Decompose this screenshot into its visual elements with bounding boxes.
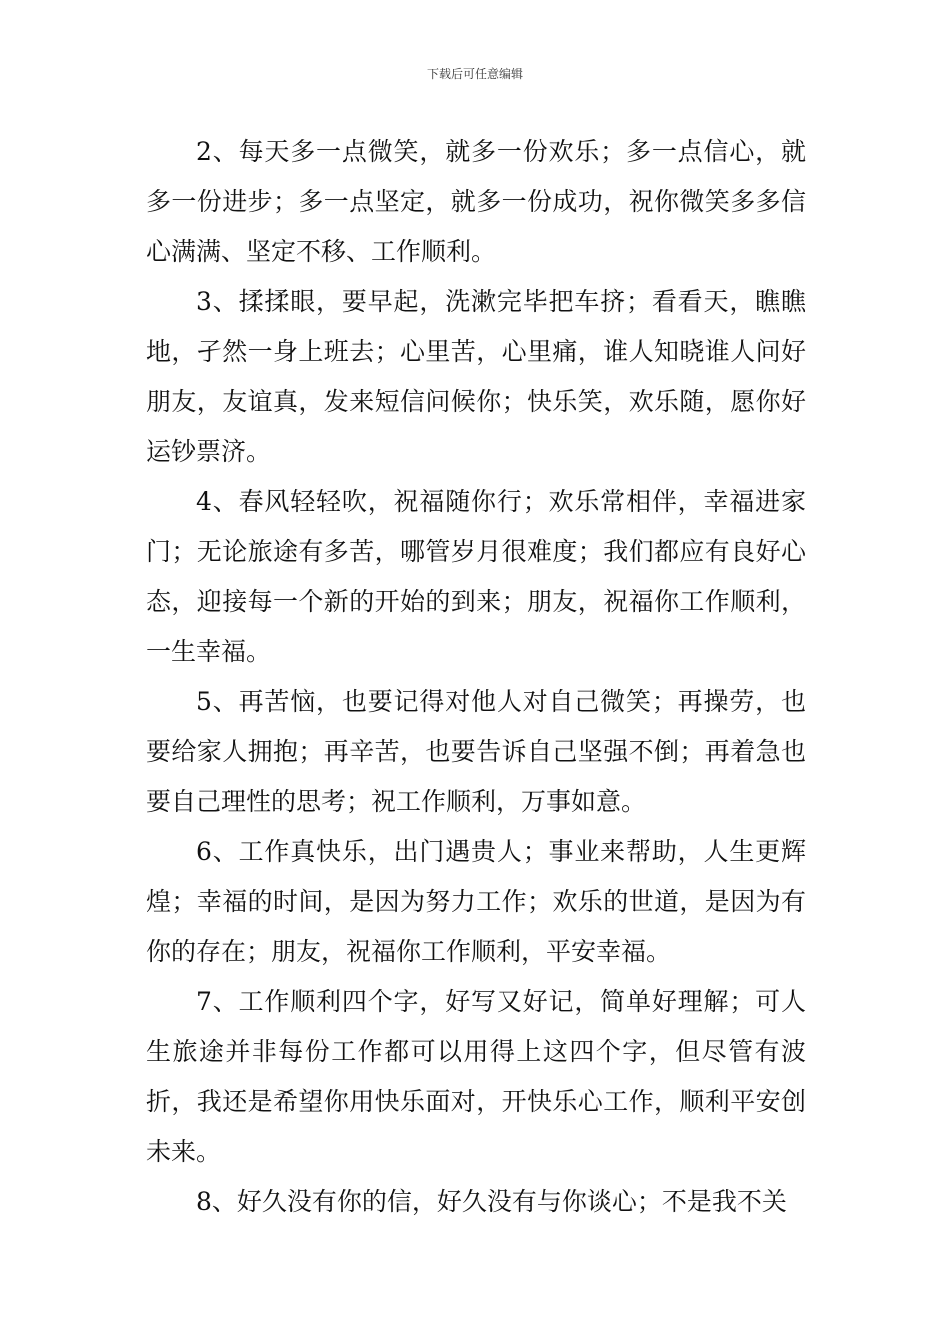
document-body (146, 127, 806, 1227)
paragraph-4: 4、春风轻轻吹，祝福随你行；欢乐常相伴，幸福进家门；无论旅途有多苦，哪管岁月很难度；我们都应有良好心态，迎接每一个新的开始的到来；朋友，祝福你工作顺利，一生幸福。 (146, 487, 806, 666)
paragraph-3: 3、揉揉眼，要早起，洗漱完毕把车挤；看看天，瞧瞧地，孑然一身上班去；心里苦，心里痛，谁人知晓谁人问好朋友，友谊真，发来短信问候你；快乐笑，欢乐随，愿你好运钞票济。 (146, 287, 806, 466)
paragraph-8: 8、好久没有你的信，好久没有与你谈心；不是我不关 (196, 1187, 787, 1216)
paragraph-5: 5、再苦恼，也要记得对他人对自己微笑；再操劳，也要给家人拥抱；再辛苦，也要告诉自己坚强不倒；再着急也要自己理性的思考；祝工作顺利，万事如意。 (146, 687, 806, 816)
paragraph-6: 6、工作真快乐，出门遇贵人；事业来帮助，人生更辉煌；幸福的时间，是因为努力工作；欢乐的世道，是因为有你的存在；朋友，祝福你工作顺利，平安幸福。 (146, 837, 806, 966)
paragraph-7: 7、工作顺利四个字，好写又好记，简单好理解；可人生旅途并非每份工作都可以用得上这四个字，但尽管有波折，我还是希望你用快乐面对，开快乐心工作，顺利平安创未来。 (146, 987, 806, 1166)
paragraph-2: 2、每天多一点微笑，就多一份欢乐；多一点信心，就多一份进步；多一点坚定，就多一份成功，祝你微笑多多信心满满、坚定不移、工作顺利。 (146, 137, 806, 266)
header-note: 下载后可任意编辑 (426, 67, 523, 81)
